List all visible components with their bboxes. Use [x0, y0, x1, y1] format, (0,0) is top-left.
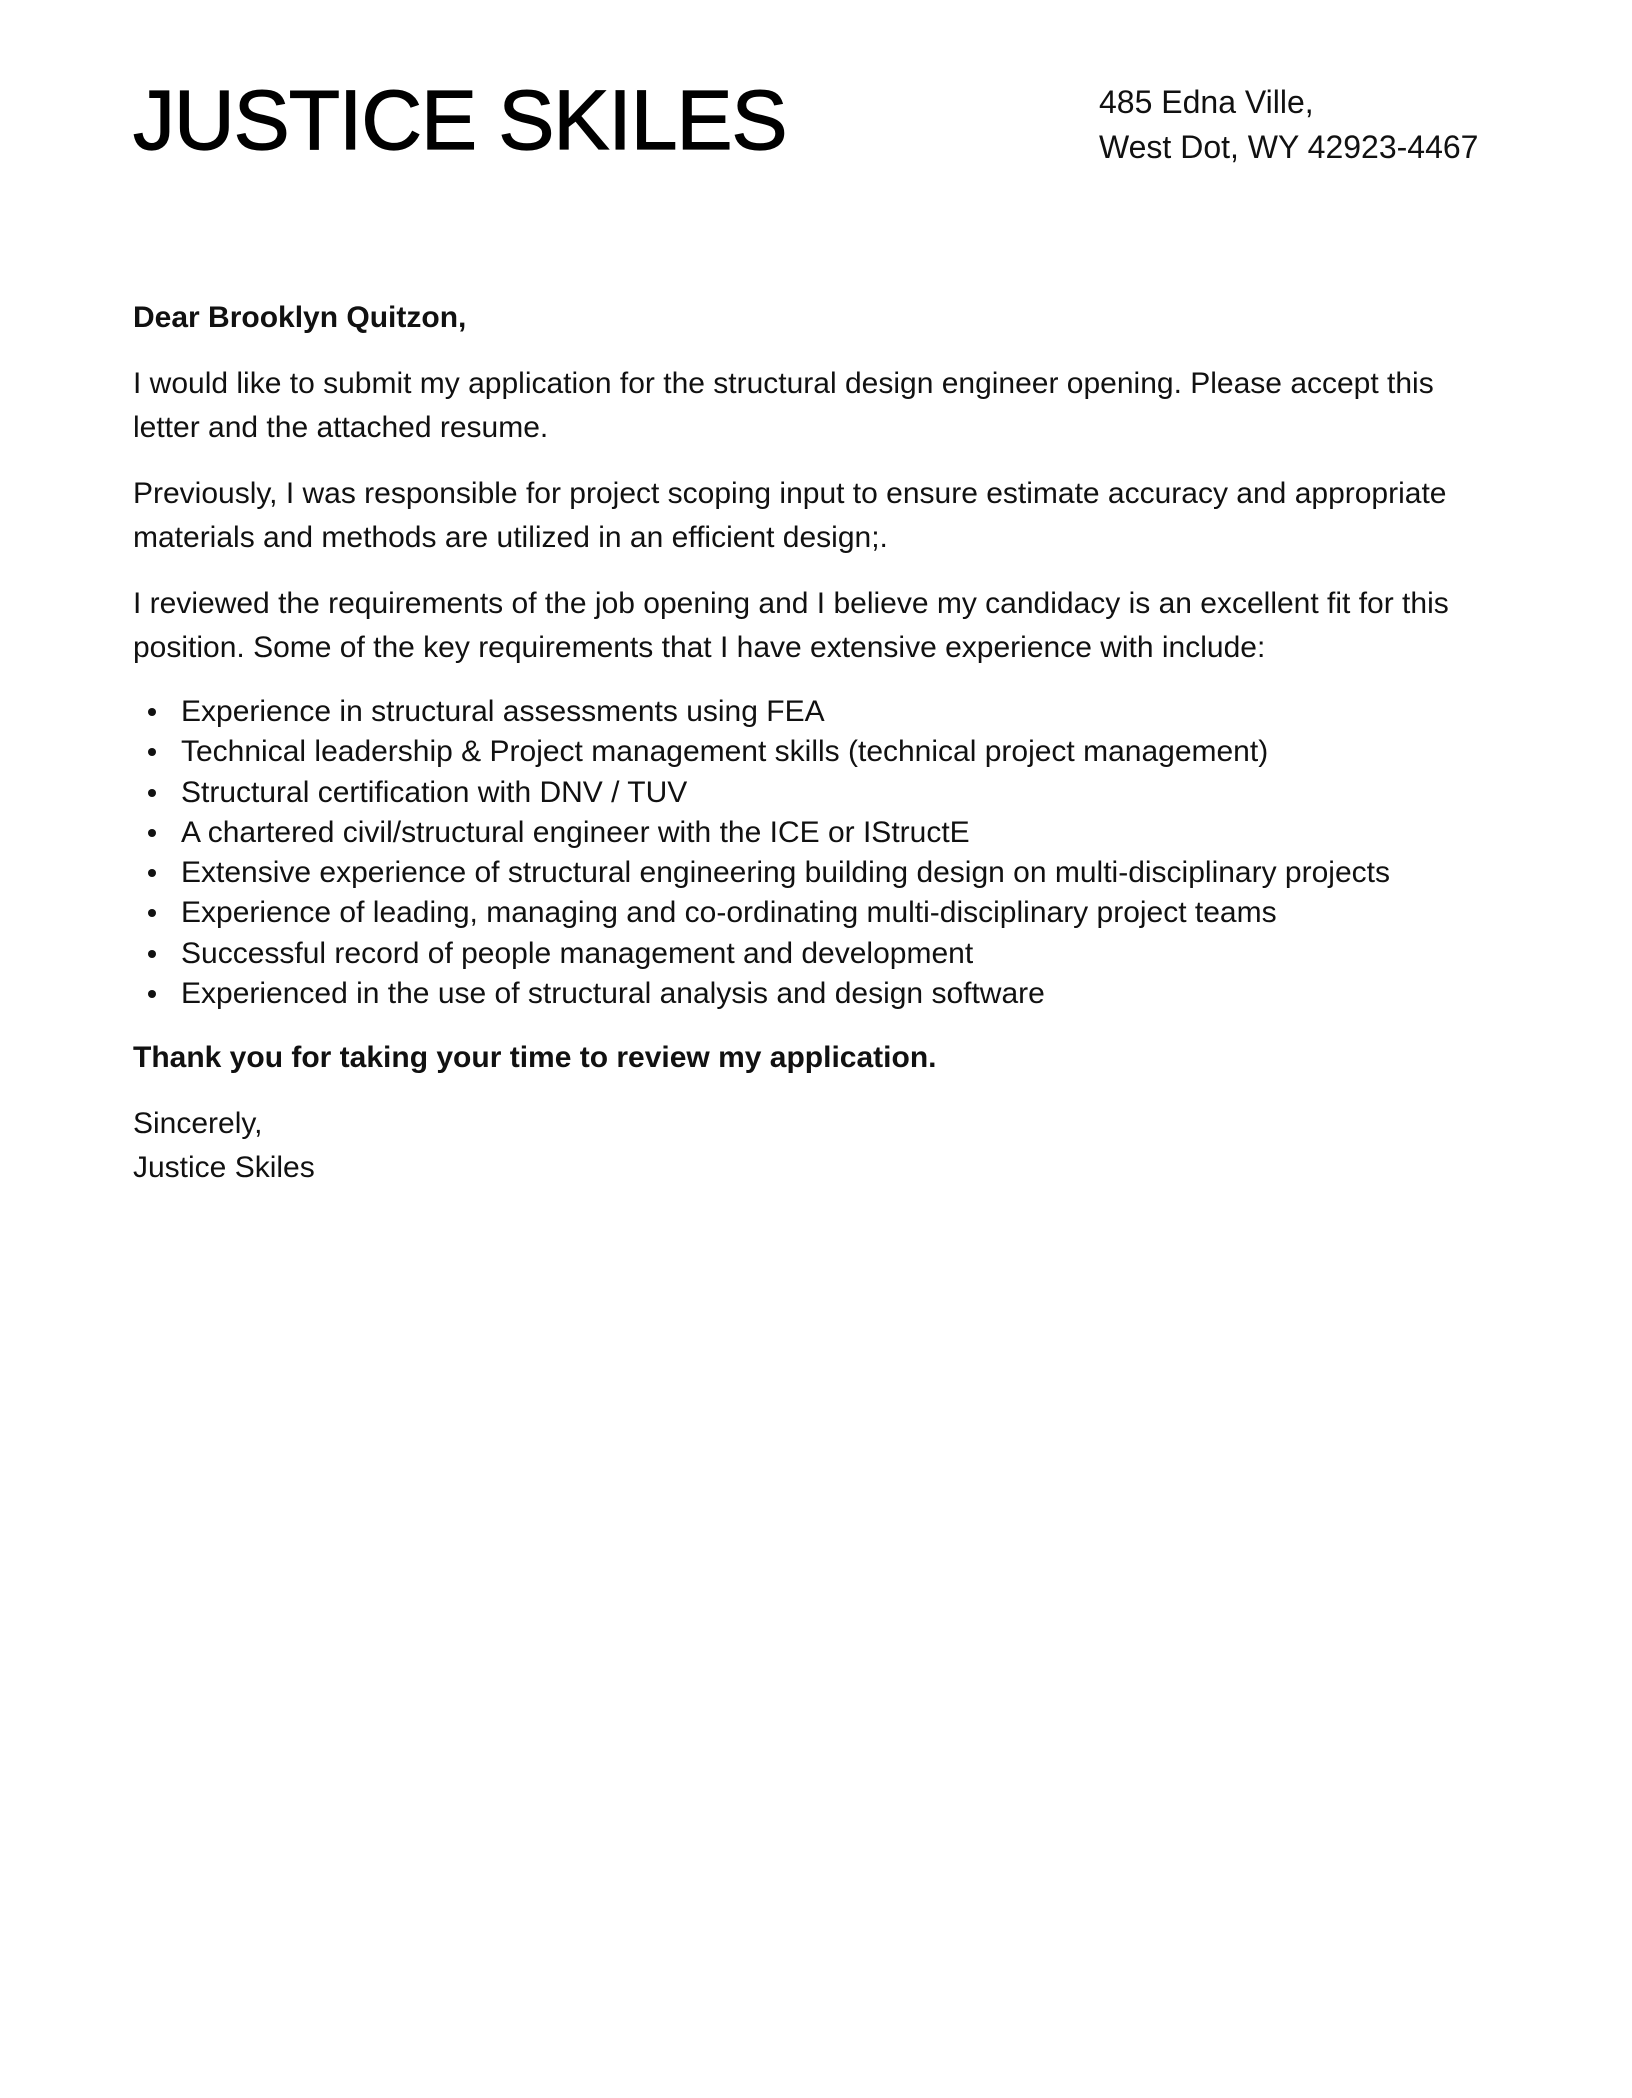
- list-item-text: Structural certification with DNV / TUV: [181, 775, 688, 809]
- closing-line: Thank you for taking your time to review my application.: [133, 1041, 937, 1075]
- bullet-icon: [148, 950, 156, 958]
- address-line-1: 485 Edna Ville,: [1099, 84, 1314, 120]
- list-item: [148, 813, 1499, 853]
- list-item-text: Experienced in the use of structural analysis and design software: [181, 977, 1045, 1011]
- bullet-icon: [148, 708, 156, 716]
- bullet-icon: [148, 829, 156, 837]
- bullet-icon: [148, 990, 156, 998]
- salutation: Dear Brooklyn Quitzon,: [133, 301, 467, 334]
- bullet-icon: [148, 909, 156, 917]
- list-item: [148, 893, 1499, 933]
- list-item: [148, 692, 1499, 732]
- requirements-list: [133, 692, 1499, 1014]
- list-item-text: Experience of leading, managing and co-ordinating multi-disciplinary project teams: [181, 896, 1277, 930]
- list-item-text: Technical leadership & Project management skills (technical project management): [181, 735, 1269, 769]
- list-item: [148, 974, 1499, 1014]
- letter-header: [133, 70, 1499, 190]
- paragraph-intro: I would like to submit my application for the structural design engineer opening. Please accept this letter and the attached resume.: [133, 367, 1434, 444]
- list-item: [148, 773, 1499, 813]
- signoff: Sincerely,: [133, 1107, 263, 1141]
- bullet-icon: [148, 869, 156, 877]
- bullet-icon: [148, 789, 156, 797]
- list-item-text: Experience in structural assessments using FEA: [181, 695, 825, 728]
- signature-name: Justice Skiles: [133, 1151, 315, 1185]
- applicant-name: JUSTICE SKILES: [133, 73, 787, 167]
- letter-body: [133, 296, 1499, 1190]
- bullet-icon: [148, 748, 156, 756]
- list-item-text: A chartered civil/structural engineer with the ICE or IStructE: [181, 815, 970, 849]
- list-item-text: Successful record of people management and development: [181, 936, 974, 970]
- list-item: [148, 732, 1499, 772]
- applicant-address: [1099, 80, 1499, 170]
- signoff-block: [133, 1102, 1499, 1190]
- list-item-text: Extensive experience of structural engineering building design on multi-disciplinary projects: [181, 856, 1390, 890]
- address-line-2: West Dot, WY 42923-4467: [1099, 129, 1479, 165]
- paragraph-requirements: I reviewed the requirements of the job opening and I believe my candidacy is an excellent fit for this position. Some of the key requirements that I have extensive experience with include:: [133, 587, 1449, 664]
- paragraph-experience: Previously, I was responsible for project scoping input to ensure estimate accuracy and appropriate materials and methods are utilized in an efficient design;.: [133, 477, 1447, 554]
- list-item: [148, 853, 1499, 893]
- list-item: [148, 934, 1499, 974]
